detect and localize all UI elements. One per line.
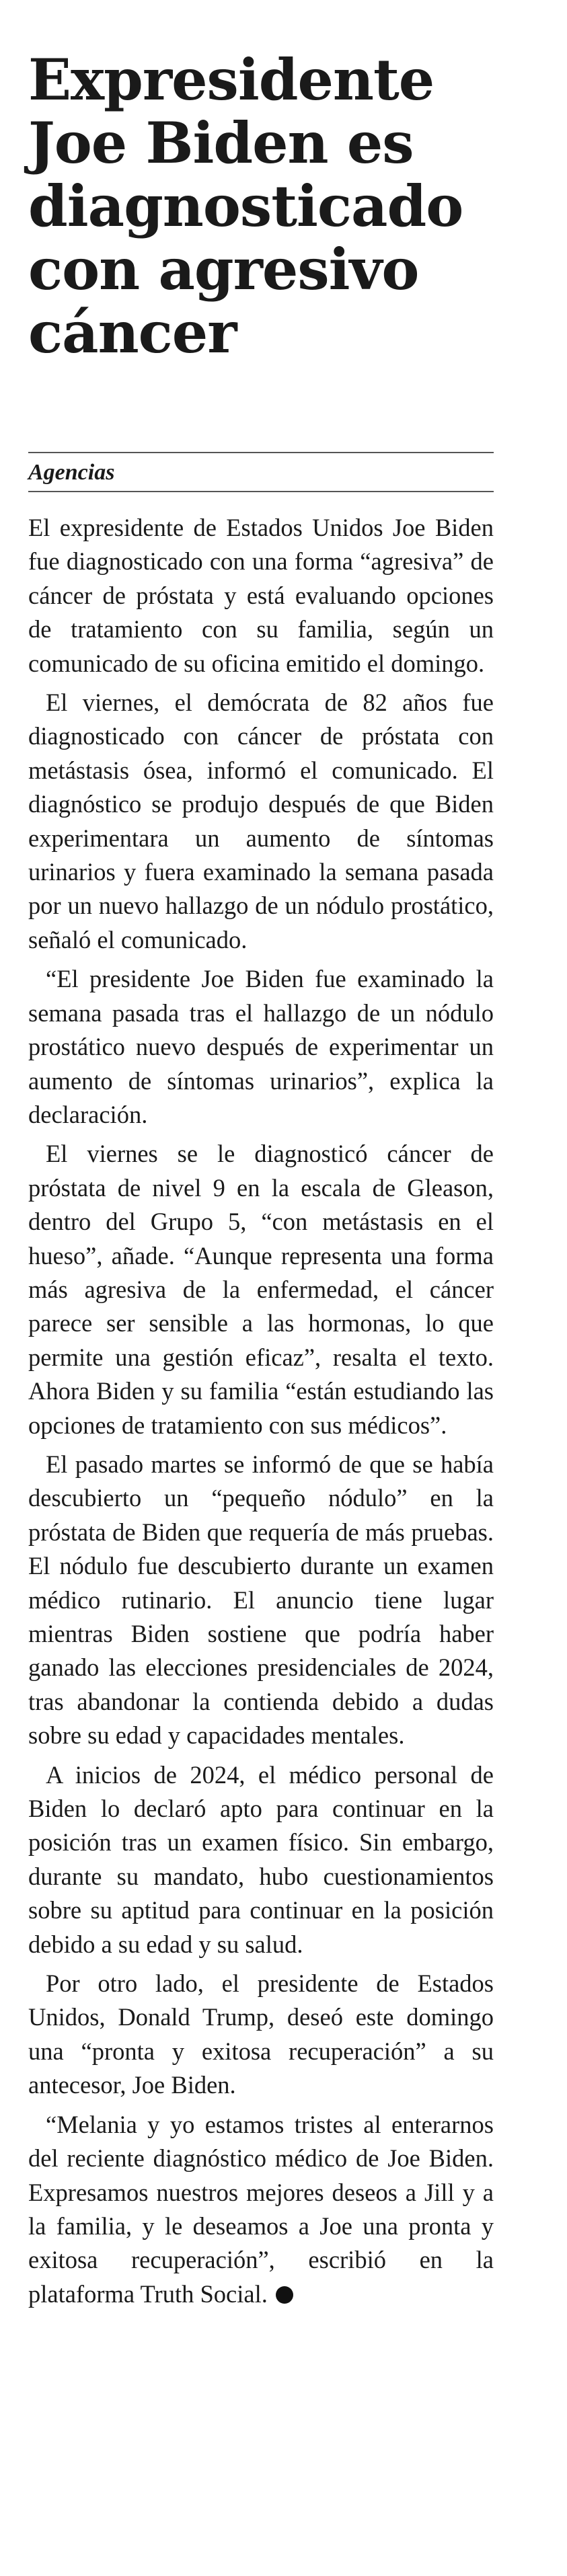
news-article	[28, 48, 541, 2316]
article-headline: Expresidente Joe Biden es diagnosticado con agresivo cáncer	[28, 46, 463, 366]
body-paragraph-5: El pasado martes se informó de que se había descubierto un “pequeño nódulo” en la próstata de Biden que requería de más pruebas. El nódulo fue descubierto durante un examen médico rutinario. El anuncio tiene lugar mientras Biden sostiene que podría haber ganado las elecciones presidenciales de 2024, tras abandonar la contienda debido a dudas sobre su edad y capacidades mentales.	[28, 1450, 494, 1750]
body-paragraph-1: El expresidente de Estados Unidos Joe Biden fue diagnosticado con una forma “agresiva” de cáncer de próstata y está evaluando opciones de tratamiento con su familia, según un comunicado de su oficina emitido el domingo.	[28, 514, 494, 677]
body-paragraph-2: El viernes, el demócrata de 82 años fue diagnosticado con cáncer de próstata con metástasis ósea, informó el comunicado. El diagnóstico se produjo después de que Biden experimentara un aumento de síntomas urinarios y fuera examinado la semana pasada por un nuevo hallazgo de un nódulo prostático, señaló el comunicado.	[28, 689, 494, 953]
byline-bottom-rule	[28, 491, 494, 492]
body-paragraph-6: A inicios de 2024, el médico personal de Biden lo declaró apto para continuar en la posición tras un examen físico. Sin embargo, durante su mandato, hubo cuestionamientos sobre su aptitud para continuar en la posición debido a su edad y su salud.	[28, 1760, 494, 1958]
body-paragraph-3: “El presidente Joe Biden fue examinado la semana pasada tras el hallazgo de un nódulo prostático nuevo después de experimentar un aumento de síntomas urinarios”, explica la declaración.	[28, 965, 494, 1128]
body-paragraph-7: Por otro lado, el presidente de Estados Unidos, Donald Trump, deseó este domingo una “pronta y exitosa recuperación” a su antecesor, Joe Biden.	[28, 1969, 494, 2099]
byline-top-rule	[28, 452, 494, 453]
article-byline: Agencias	[28, 460, 115, 485]
end-mark-icon	[276, 2286, 293, 2304]
body-paragraph-4: El viernes se le diagnosticó cáncer de próstata de nivel 9 en la escala de Gleason, dentro del Grupo 5, “con metástasis en el hueso”, añade. “Aunque representa una forma más agresiva de la enfermedad, el cáncer parece ser sensible a las hormonas, lo que permite una gestión eficaz”, resalta el texto. Ahora Biden y su familia “están estudiando las opciones de tratamiento con sus médicos”.	[28, 1140, 494, 1439]
body-paragraph-8-text: “Melania y yo estamos tristes al enterarnos del reciente diagnóstico médico de Joe Biden. Expresamos nuestros mejores deseos a Jill y a la familia, y le deseamos a Joe una pronta y exitosa recuperación”, escribió en la plataforma Truth Social.	[28, 2110, 494, 2308]
article-body	[28, 511, 494, 2311]
body-paragraph-8	[28, 2108, 494, 2311]
